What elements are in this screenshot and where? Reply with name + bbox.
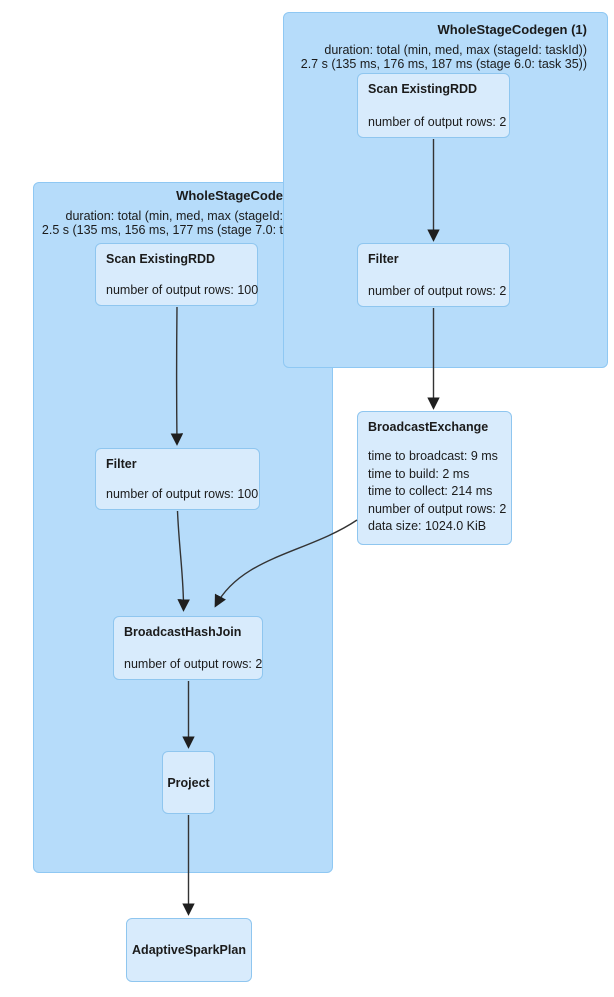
node-metric: data size: 1024.0 KiB xyxy=(368,519,487,533)
cluster-duration-line-1: duration: total (min, med, max (stageId: xyxy=(65,209,283,223)
node-filter-1[interactable] xyxy=(357,243,510,307)
node-metric: number of output rows: 100 xyxy=(106,283,259,297)
cluster-duration-line-2: 2.5 s (135 ms, 156 ms, 177 ms (stage 7.0: t xyxy=(41,222,283,237)
cluster-title: WholeStageCodegen (1) xyxy=(437,22,587,37)
node-broadcast-exchange[interactable] xyxy=(357,411,512,545)
spacer xyxy=(368,434,501,448)
node-metric: number of output rows: 2 xyxy=(368,501,507,516)
cluster-label xyxy=(34,183,283,237)
cluster-label xyxy=(294,13,587,71)
node-filter-2[interactable] xyxy=(95,448,260,510)
node-metric: time to collect: 214 ms xyxy=(368,484,493,498)
node-title: Scan ExistingRDD xyxy=(368,82,478,96)
node-title: Filter xyxy=(368,252,399,266)
node-metric: number of output rows: 2 xyxy=(124,657,263,671)
node-project[interactable] xyxy=(162,751,215,814)
node-title: Scan ExistingRDD xyxy=(106,252,216,266)
node-title: BroadcastHashJoin xyxy=(124,625,242,639)
node-title: Filter xyxy=(106,457,137,471)
node-adaptive-spark-plan[interactable] xyxy=(126,918,252,982)
node-scan-existingrdd-1[interactable] xyxy=(357,73,510,138)
node-scan-existingrdd-2[interactable] xyxy=(95,243,258,306)
node-title: Project xyxy=(167,775,210,790)
node-metric: time to broadcast: 9 ms xyxy=(368,449,498,463)
node-metric: number of output rows: 100 xyxy=(106,487,259,501)
cluster-duration-line-2: 2.7 s (135 ms, 176 ms, 187 ms (stage 6.0: task 35)) xyxy=(300,56,587,71)
node-title: AdaptiveSparkPlan xyxy=(132,943,246,957)
cluster-title: WholeStageCode xyxy=(176,188,283,203)
node-metric: time to build: 2 ms xyxy=(368,466,470,481)
node-broadcast-hash-join[interactable] xyxy=(113,616,263,680)
cluster-wholestagecodegen-1[interactable] xyxy=(283,12,608,368)
cluster-duration-line-1: duration: total (min, med, max (stageId: taskId)) xyxy=(324,43,587,57)
node-metric: number of output rows: 2 xyxy=(368,115,507,129)
node-title: BroadcastExchange xyxy=(368,420,489,434)
node-metric: number of output rows: 2 xyxy=(368,284,507,298)
